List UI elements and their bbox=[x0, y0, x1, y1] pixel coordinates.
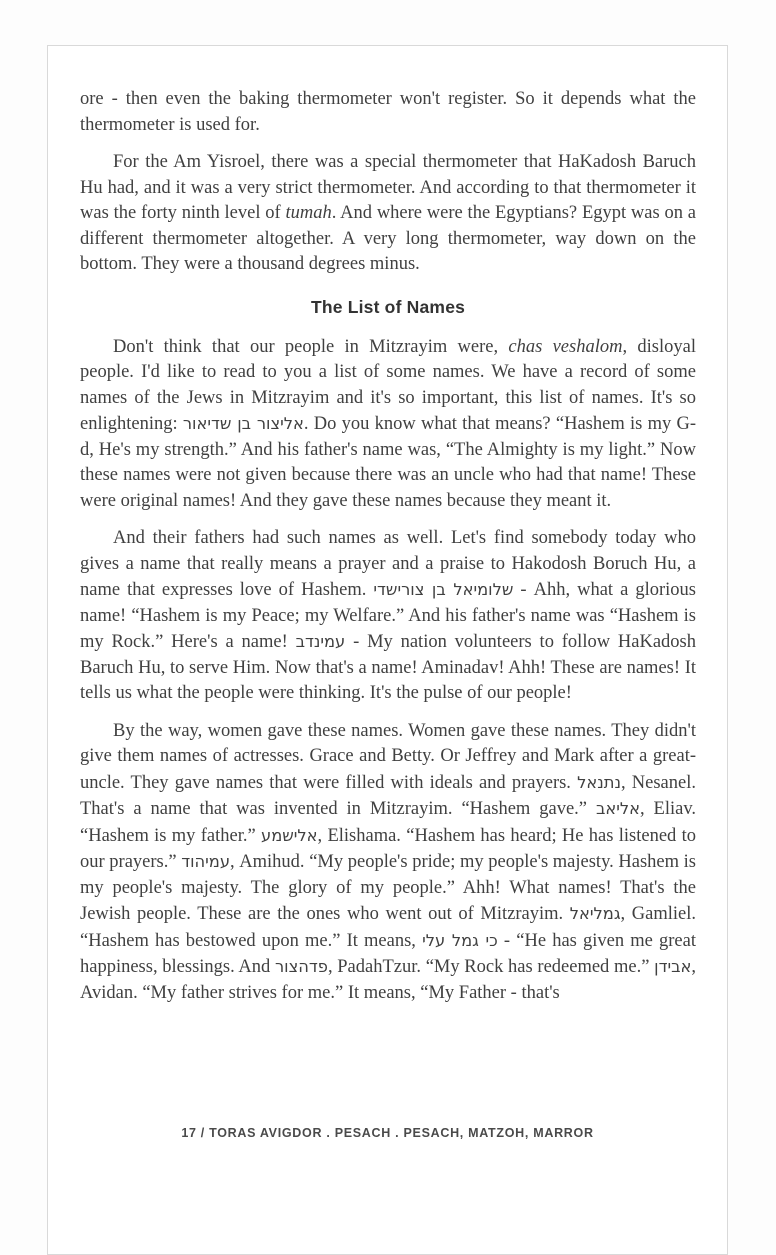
italic-text: tumah bbox=[285, 203, 332, 223]
hebrew-text: עמינדב bbox=[295, 632, 346, 651]
page-footer bbox=[48, 1126, 727, 1140]
text-run: For the Am Yisroel, there was a special thermometer that HaKadosh Baruch Hu had, and it was a very strict thermometer. And according to that thermometer it was the forty ninth level of bbox=[80, 152, 696, 223]
text-run: ore - then even the baking thermometer won't register. So it depends what the thermometer is used for. bbox=[80, 89, 696, 135]
hebrew-text: נתנאל bbox=[577, 772, 621, 792]
text-run: And their fathers had such names as well. Let's find somebody today who gives a name that really means a prayer and a praise to Hakodosh Boruch Hu, a name that expresses love of Hashem. bbox=[80, 528, 696, 600]
paragraph-5 bbox=[80, 526, 696, 707]
text-run: . And where were the Egyptians? Egypt was on a different thermometer altogether. A very long thermometer, way down on the bottom. They were a thousand degrees minus. bbox=[80, 203, 697, 274]
text-run: , Elishama. “Hashem has heard; He has listened to our prayers.” bbox=[80, 825, 696, 872]
text-run: By the way, women gave these names. Women gave these names. They didn't give them names of actresses. Grace and Betty. Or Jeffrey and Mark after a great-uncle. They gave names that were filled with ideals and prayers. bbox=[80, 720, 696, 793]
text-run: - My nation volunteers to follow HaKadosh Baruch Hu, to serve Him. Now that's a name! Aminadav! Ahh! These are names! It tells us what the people were thinking. It's the pulse of our people! bbox=[80, 632, 696, 703]
hebrew-text: אלישמע bbox=[261, 825, 318, 845]
hebrew-text: פדהצור bbox=[275, 957, 328, 976]
section-heading: The List of Names bbox=[310, 296, 466, 317]
footer-text: 17 / TORAS AVIGDOR . PESACH . PESACH, MATZOH, MARROR bbox=[181, 1126, 594, 1140]
hebrew-text: אליאב bbox=[595, 799, 640, 818]
text-run: , Amihud. “My people's pride; my people's majesty. Hashem is my people's majesty. The glory of my people.” Ahh! What names! That's the Jewish people. These are the ones who went out of Mitzrayim. bbox=[80, 852, 696, 924]
text-run: , PadahTzur. “My Rock has redeemed me.” bbox=[327, 957, 655, 977]
text-run: Don't think that our people in Mitzrayim were, bbox=[113, 336, 509, 357]
hebrew-text: אבידן bbox=[654, 957, 692, 976]
text-run: , Eliav. “Hashem is my father.” bbox=[80, 799, 697, 846]
hebrew-text: גמליאל bbox=[569, 904, 621, 923]
text-run: - “He has given me great happiness, blessings. And bbox=[80, 930, 696, 977]
document-page bbox=[47, 45, 728, 1255]
text-run: , disloyal people. I'd like to read to you a list of some names. We have a record of some names of the Jews in Mitzrayim and it's so important, this list of names. It's so enlightening: bbox=[80, 336, 696, 434]
hebrew-text: אליצור בן שדיאור bbox=[182, 414, 304, 433]
paragraph-1 bbox=[80, 87, 696, 138]
text-run: , Avidan. “My father strives for me.” It means, “My Father - that's bbox=[80, 957, 697, 1003]
page-body bbox=[48, 46, 727, 1006]
paragraph-2 bbox=[80, 150, 696, 278]
hebrew-text: כי גמל עלי bbox=[422, 930, 498, 950]
hebrew-text: עמיהוד bbox=[181, 852, 231, 871]
text-run: . Do you know what that means? “Hashem is my G-d, He's my strength.” And his father's name was, “The Almighty is my light.” Now these names were not given because there was an uncle who had that name! These were original names! And they gave these names because they meant it. bbox=[80, 414, 696, 511]
hebrew-text: שלומיאל בן צורישדי bbox=[373, 580, 514, 599]
paragraph-4 bbox=[80, 335, 696, 515]
text-run: , Nesanel. That's a name that was invented in Mitzrayim. “Hashem gave.” bbox=[80, 772, 696, 819]
paragraph-6 bbox=[80, 719, 696, 1007]
text-run: , Gamliel. “Hashem has bestowed upon me.” It means, bbox=[80, 904, 697, 951]
italic-text: chas veshalom bbox=[508, 336, 623, 357]
text-run: - Ahh, what a glorious name! “Hashem is my Peace; my Welfare.” And his father's name was “Hashem is my Rock.” Here's a name! bbox=[80, 580, 696, 652]
